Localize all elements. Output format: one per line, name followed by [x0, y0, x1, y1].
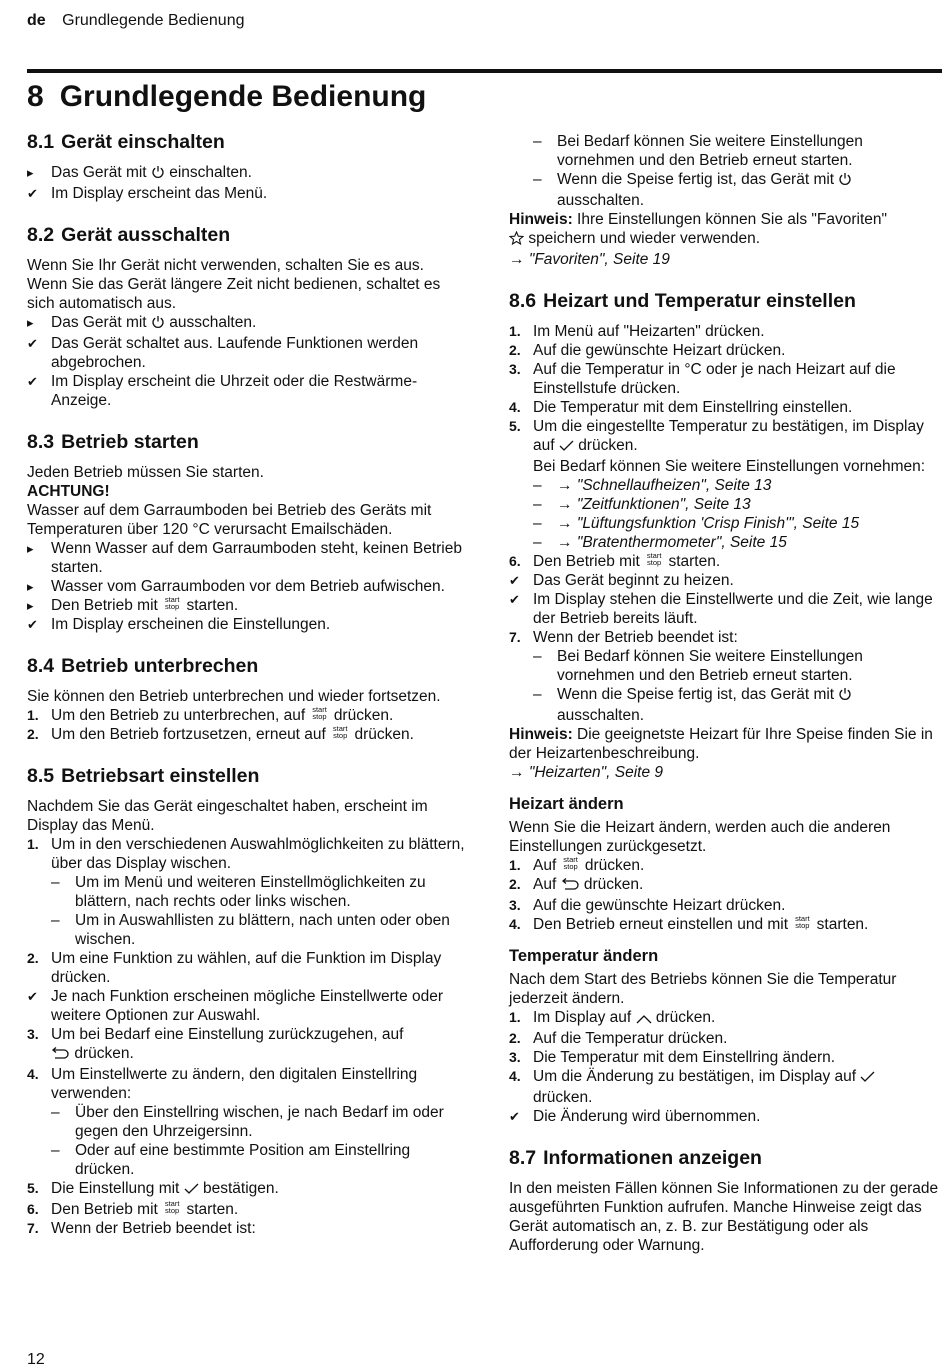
- result-check-icon: ✔: [27, 374, 38, 389]
- numbered-step: 1. Um den Betrieb zu unterbrechen, auf start stop drücken.: [27, 705, 394, 724]
- numbered-step: 3. Auf die gewünschte Heizart drücken.: [509, 897, 786, 914]
- chapter-title-text: Grundlegende Bedienung: [59, 80, 427, 113]
- action-step: ▸ Das Gerät mit ausschalten.: [27, 313, 465, 334]
- numbered-step: 2. Um eine Funktion zu wählen, auf die Funktion im Display drücken.: [27, 950, 442, 986]
- numbered-step: 5. Um die eingestellte Temperatur zu bestätigen, im Display auf drücken. Bei Bedarf können Sie weitere Einstellungen vornehmen:: [509, 418, 926, 475]
- back-arrow-icon: [561, 877, 580, 896]
- start-stop-icon: start stop: [164, 1199, 180, 1215]
- check-icon: [860, 1069, 875, 1088]
- sub-step: – → "Lüftungsfunktion 'Crisp Finish'", Seite 15: [533, 515, 860, 532]
- action-step: ▸ Das Gerät mit einschalten.: [27, 163, 465, 184]
- start-stop-icon: start stop: [646, 551, 662, 567]
- action-marker-icon: ▸: [27, 315, 34, 330]
- numbered-step: 3. Um bei Bedarf eine Einstellung zurückzugehen, auf drücken.: [27, 1025, 465, 1065]
- cross-reference-link[interactable]: → "Heizarten", Seite 9: [509, 764, 664, 781]
- section-heading: 8.3 Betrieb starten: [27, 431, 199, 453]
- sub-step: – Wenn die Speise fertig ist, das Gerät mit ausschalten.: [509, 685, 941, 725]
- power-icon: [838, 172, 852, 191]
- action-marker-icon: ▸: [27, 598, 34, 613]
- check-icon: [184, 1181, 199, 1200]
- result-step: ✔ Das Gerät schaltet aus. Laufende Funktionen werden abgebrochen.: [27, 335, 419, 371]
- numbered-step: 2. Um den Betrieb fortzusetzen, erneut auf start stop drücken.: [27, 724, 414, 743]
- header-title: Grundlegende Bedienung: [62, 12, 245, 29]
- start-stop-icon: start stop: [563, 855, 578, 871]
- section-intro: Jeden Betrieb müssen Sie starten.: [27, 464, 264, 481]
- left-column: [27, 130, 465, 1258]
- numbered-step: 2. Auf drücken.: [509, 875, 941, 896]
- result-step: ✔ Das Gerät beginnt zu heizen.: [509, 572, 734, 589]
- action-marker-icon: ▸: [27, 579, 34, 594]
- numbered-step: 1. Im Menü auf "Heizarten" drücken.: [509, 323, 765, 340]
- subsection-heading: Heizart ändern: [509, 795, 624, 813]
- numbered-step: 3. Auf die Temperatur in °C oder je nach Heizart auf die Einstellstufe drücken.: [509, 361, 896, 397]
- result-step: ✔ Im Display stehen die Einstellwerte und die Zeit, wie lange der Betrieb bereits läuft.: [509, 591, 933, 627]
- power-icon: [838, 687, 852, 706]
- action-step: ▸ Den Betrieb mit start stop starten.: [27, 595, 239, 614]
- result-step: ✔ Im Display erscheinen die Einstellungen.: [27, 616, 331, 633]
- warning-label: ACHTUNG!: [27, 483, 110, 500]
- section-intro: Sie können den Betrieb unterbrechen und wieder fortsetzen.: [27, 688, 441, 705]
- result-check-icon: ✔: [509, 573, 520, 588]
- numbered-step: 2. Auf die gewünschte Heizart drücken.: [509, 342, 786, 359]
- section-intro: Nachdem Sie das Gerät eingeschaltet haben, erscheint im Display das Menü.: [27, 798, 428, 834]
- cross-reference-link[interactable]: "Schnellaufheizen", Seite 13: [576, 477, 772, 494]
- section-8-3: [27, 430, 465, 634]
- warning-text: Wasser auf dem Garraumboden bei Betrieb des Geräts mit Temperaturen über 120 °C verursacht Emailschäden.: [27, 502, 432, 538]
- header-rule: [27, 69, 942, 73]
- result-check-icon: ✔: [509, 592, 520, 607]
- section-heading: 8.5 Betriebsart einstellen: [27, 765, 260, 787]
- section-8-2: [27, 223, 465, 410]
- sub-step: – Bei Bedarf können Sie weitere Einstellungen vornehmen und den Betrieb erneut starten.: [533, 133, 863, 169]
- back-arrow-icon: [51, 1046, 70, 1065]
- sub-step: – → "Zeitfunktionen", Seite 13: [533, 496, 751, 513]
- result-check-icon: ✔: [27, 989, 38, 1004]
- numbered-step: 4. Um die Änderung zu bestätigen, im Display auf drücken.: [509, 1067, 941, 1107]
- numbered-step: 7. Wenn der Betrieb beendet ist:: [27, 1220, 256, 1237]
- sub-step: – Oder auf eine bestimmte Position am Einstellring drücken.: [51, 1142, 411, 1178]
- numbered-step: 1. Auf start stop drücken.: [509, 855, 645, 874]
- sub-step: – Um in Auswahllisten zu blättern, nach unten oder oben wischen.: [51, 912, 450, 948]
- language-code: de: [27, 12, 46, 29]
- subsection-heading: Temperatur ändern: [509, 947, 659, 965]
- action-step: ▸ Wasser vom Garraumboden vor dem Betrieb aufwischen.: [27, 578, 445, 595]
- result-check-icon: ✔: [27, 186, 38, 201]
- numbered-step: 3. Die Temperatur mit dem Einstellring ändern.: [509, 1049, 836, 1066]
- power-icon: [151, 315, 165, 334]
- check-icon: [559, 438, 574, 457]
- numbered-step: 2. Auf die Temperatur drücken.: [509, 1030, 728, 1047]
- caret-up-icon: [636, 1010, 652, 1029]
- section-8-6: [509, 289, 941, 1126]
- start-stop-icon: start stop: [332, 724, 348, 740]
- cross-reference-link[interactable]: → "Favoriten", Seite 19: [509, 251, 670, 268]
- section-8-7: [509, 1146, 941, 1255]
- hint: Hinweis: Die geeignetste Heizart für Ihre Speise finden Sie in der Heizartenbeschreibung.: [509, 726, 933, 762]
- section-8-5: [27, 764, 465, 1238]
- numbered-step: 4. Um Einstellwerte zu ändern, den digitalen Einstellring verwenden:: [27, 1066, 418, 1102]
- subsection-intro: Nach dem Start des Betriebs können Sie die Temperatur jederzeit ändern.: [509, 971, 897, 1007]
- start-stop-icon: start stop: [312, 705, 327, 721]
- section-8-5-continued: [509, 132, 941, 269]
- action-step: ▸ Wenn Wasser auf dem Garraumboden steht, keinen Betrieb starten.: [27, 540, 462, 576]
- numbered-step: 5. Die Einstellung mit bestätigen.: [27, 1179, 465, 1200]
- sub-step: – Bei Bedarf können Sie weitere Einstellungen vornehmen und den Betrieb erneut starten.: [533, 648, 863, 684]
- right-column: [509, 132, 941, 1275]
- result-check-icon: ✔: [27, 617, 38, 632]
- result-step: ✔ Im Display erscheint die Uhrzeit oder die Restwärme-Anzeige.: [27, 373, 418, 409]
- subsection-intro: Wenn Sie die Heizart ändern, werden auch die anderen Einstellungen zurückgesetzt.: [509, 819, 891, 855]
- chapter-number: 8: [27, 80, 44, 113]
- section-8-1: [27, 130, 465, 203]
- section-heading: 8.4 Betrieb unterbrechen: [27, 655, 259, 677]
- page-number: 12: [27, 1351, 45, 1368]
- sub-step: – → "Schnellaufheizen", Seite 13: [533, 477, 772, 494]
- section-heading: 8.7 Informationen anzeigen: [509, 1147, 762, 1169]
- result-step: ✔ Im Display erscheint das Menü.: [27, 185, 268, 202]
- result-step: ✔ Je nach Funktion erscheinen mögliche Einstellwerte oder weitere Optionen zur Auswahl.: [27, 988, 444, 1024]
- sub-step: – Wenn die Speise fertig ist, das Gerät mit ausschalten.: [509, 170, 941, 210]
- result-check-icon: ✔: [27, 336, 38, 351]
- sub-step: – Über den Einstellring wischen, je nach Bedarf im oder gegen den Uhrzeigersinn.: [51, 1104, 444, 1140]
- action-marker-icon: ▸: [27, 165, 34, 180]
- numbered-step: 4. Den Betrieb erneut einstellen und mit start stop starten.: [509, 914, 869, 933]
- section-intro: In den meisten Fällen können Sie Informationen zu der gerade ausgeführten Funktion aufrufen. Manche Hinweise zeigt das Gerät automatisch an, z. B. zur Bestätigung oder als Aufforderung oder Warnung.: [509, 1180, 939, 1254]
- hint: Hinweis: Ihre Einstellungen können Sie als "Favoriten" speichern und wieder verwenden.: [509, 210, 941, 250]
- cross-reference-link[interactable]: "Zeitfunktionen", Seite 13: [576, 496, 751, 513]
- chapter-title: [27, 79, 426, 115]
- section-heading: 8.1 Gerät einschalten: [27, 131, 225, 153]
- cross-reference-link[interactable]: "Bratenthermometer", Seite 15: [576, 534, 787, 551]
- numbered-step: 4. Die Temperatur mit dem Einstellring einstellen.: [509, 399, 853, 416]
- numbered-step: 6. Den Betrieb mit start stop starten.: [27, 1199, 239, 1218]
- numbered-step: 1. Im Display auf drücken.: [509, 1008, 941, 1029]
- section-intro: Wenn Sie Ihr Gerät nicht verwenden, schalten Sie es aus. Wenn Sie das Gerät längere Zeit nicht bedienen, schaltet es sich automatisch aus.: [27, 257, 441, 312]
- numbered-step: 1. Um in den verschiedenen Auswahlmöglichkeiten zu blättern, über das Display wischen.: [27, 836, 465, 872]
- sub-step: – → "Bratenthermometer", Seite 15: [533, 534, 787, 551]
- section-heading: 8.2 Gerät ausschalten: [27, 224, 231, 246]
- cross-reference-link[interactable]: "Lüftungsfunktion 'Crisp Finish'", Seite 15: [576, 515, 860, 532]
- start-stop-icon: start stop: [795, 914, 810, 930]
- result-check-icon: ✔: [509, 1109, 520, 1124]
- numbered-step: 7. Wenn der Betrieb beendet ist:: [509, 629, 738, 646]
- page-header: [27, 11, 245, 30]
- result-step: ✔ Die Änderung wird übernommen.: [509, 1108, 761, 1125]
- sub-step: – Um im Menü und weiteren Einstellmöglichkeiten zu blättern, nach rechts oder links wischen.: [51, 874, 426, 910]
- numbered-step: 6. Den Betrieb mit start stop starten.: [509, 551, 721, 570]
- power-icon: [151, 165, 165, 184]
- start-stop-icon: start stop: [164, 595, 180, 611]
- section-8-4: [27, 654, 465, 744]
- star-icon: [509, 231, 524, 250]
- section-heading: 8.6 Heizart und Temperatur einstellen: [509, 290, 856, 312]
- action-marker-icon: ▸: [27, 541, 34, 556]
